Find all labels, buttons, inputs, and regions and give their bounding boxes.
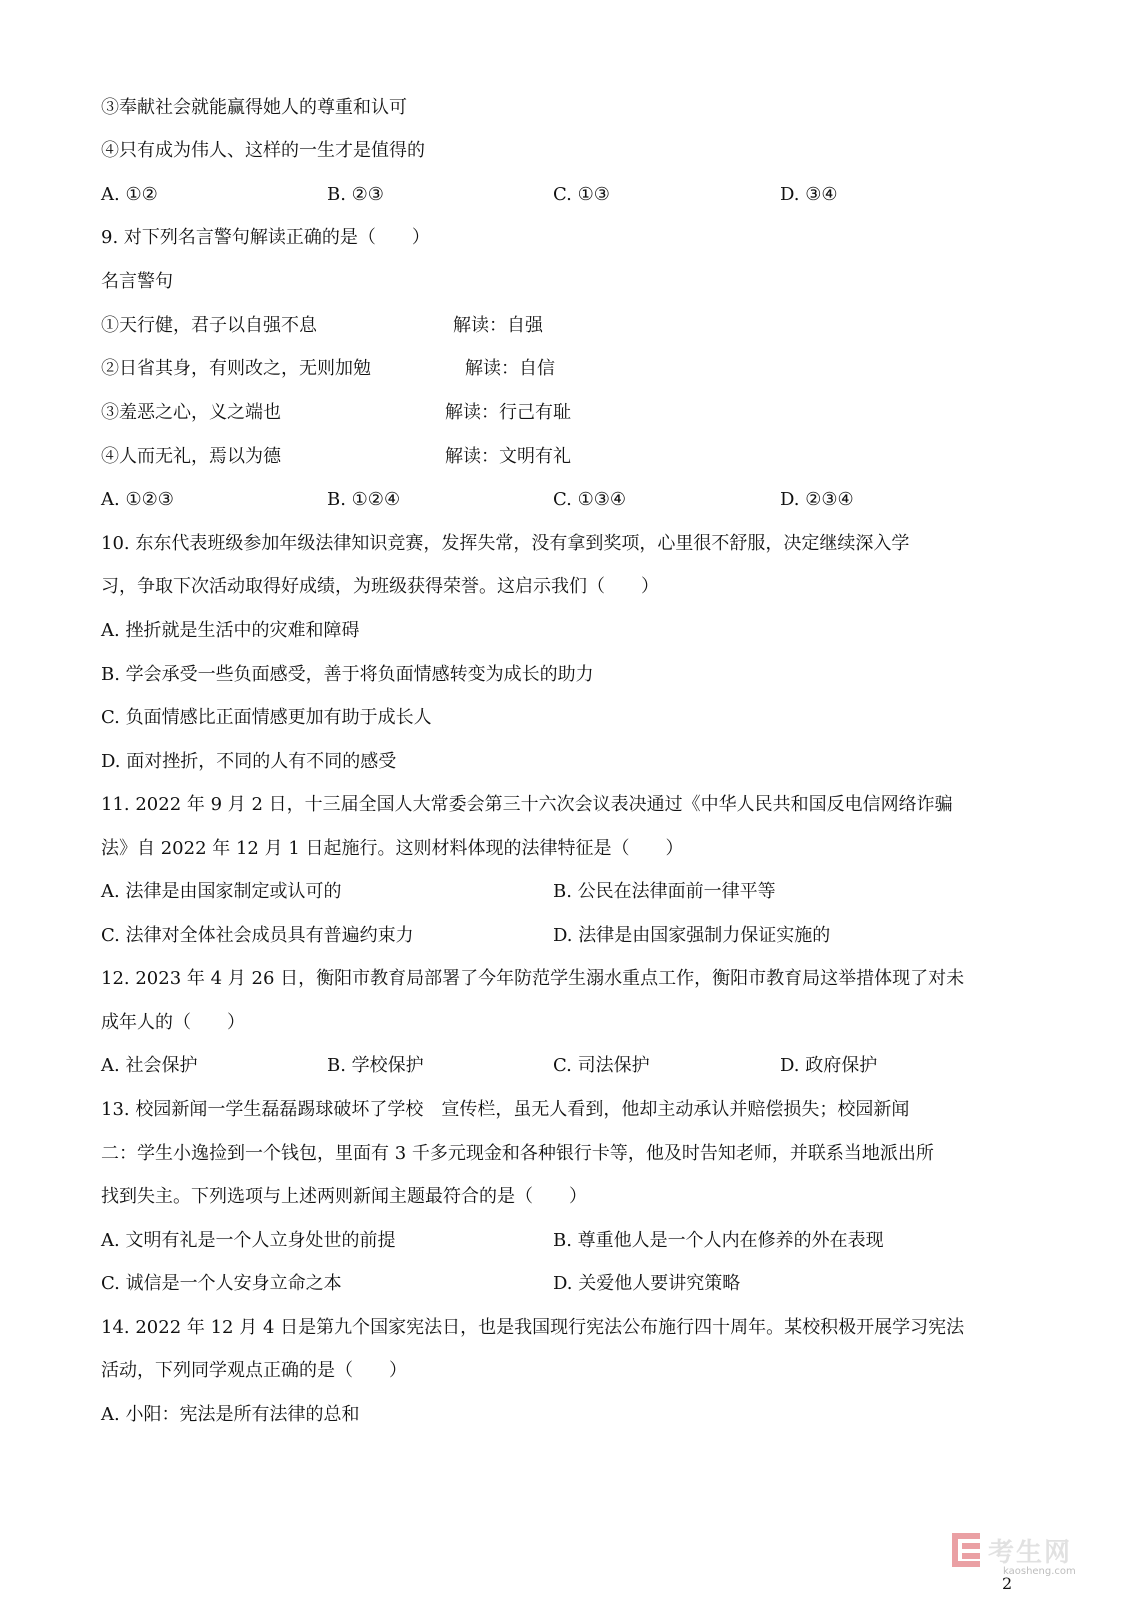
q9-quote-1: ①天行健，君子以自强不息 — [101, 315, 317, 336]
q11-stem-line-2: 法》自 2022 年 12 月 1 日起施行。这则材料体现的法律特征是（ ） — [101, 838, 684, 859]
logo-text: 考生网 — [988, 1537, 1073, 1568]
page-number: 2 — [1002, 1574, 1013, 1593]
watermark-logo — [952, 1530, 1102, 1570]
q14-stem-line-2: 活动，下列同学观点正确的是（ ） — [101, 1360, 407, 1381]
q9-table-header: 名言警句 — [101, 271, 173, 292]
q13-stem-line-1: 13. 校园新闻一学生磊磊踢球破坏了学校 宣传栏，虽无人看到，他却主动承认并赔偿损失；校园新闻 — [101, 1099, 910, 1120]
q8-option-b: B. ②③ — [327, 184, 384, 205]
q14-stem-line-1: 14. 2022 年 12 月 4 日是第九个国家宪法日，也是我国现行宪法公布施行四十周年。某校积极开展学习宪法 — [101, 1317, 965, 1338]
q12-option-d: D. 政府保护 — [780, 1055, 878, 1076]
q8-option-c: C. ①③ — [553, 184, 610, 205]
q11-option-a: A. 法律是由国家制定或认可的 — [101, 881, 342, 902]
q10-option-c: C. 负面情感比正面情感更加有助于成长人 — [101, 707, 432, 728]
q11-stem-line-1: 11. 2022 年 9 月 2 日，十三届全国人大常委会第三十六次会议表决通过《中华人民共和国反电信网络诈骗 — [101, 794, 953, 815]
q12-option-b: B. 学校保护 — [327, 1055, 424, 1076]
q10-stem-line-1: 10. 东东代表班级参加年级法律知识竞赛，发挥失常，没有拿到奖项，心里很不舒服，决定继续深入学 — [101, 533, 910, 554]
q9-quote-4: ④人而无礼，焉以为德 — [101, 446, 281, 467]
q12-stem-line-1: 12. 2023 年 4 月 26 日，衡阳市教育局部署了今年防范学生溺水重点工作，衡阳市教育局这举措体现了对未 — [101, 968, 965, 989]
statement-3: ③奉献社会就能赢得她人的尊重和认可 — [101, 97, 407, 118]
q8-option-d: D. ③④ — [780, 184, 838, 205]
q9-quote-2: ②日省其身，有则改之，无则加勉 — [101, 358, 371, 379]
q13-option-c: C. 诚信是一个人安身立命之本 — [101, 1273, 342, 1294]
q12-option-c: C. 司法保护 — [553, 1055, 650, 1076]
q10-stem-line-2: 习，争取下次活动取得好成绩，为班级获得荣誉。这启示我们（ ） — [101, 576, 659, 597]
logo-mark-icon — [952, 1533, 980, 1567]
q11-option-b: B. 公民在法律面前一律平等 — [553, 881, 776, 902]
q8-option-a: A. ①② — [101, 184, 158, 205]
logo-subtext: kaosheng.com — [1003, 1566, 1076, 1577]
q13-stem-line-2: 二：学生小逸捡到一个钱包，里面有 3 千多元现金和各种银行卡等，他及时告知老师，并联系当地派出所 — [101, 1143, 934, 1164]
q9-option-c: C. ①③④ — [553, 489, 626, 510]
q13-option-d: D. 关爱他人要讲究策略 — [553, 1273, 741, 1294]
q9-interp-3: 解读：行己有耻 — [445, 402, 571, 423]
q13-option-b: B. 尊重他人是一个人内在修养的外在表现 — [553, 1230, 884, 1251]
statement-4: ④只有成为伟人、这样的一生才是值得的 — [101, 140, 425, 161]
q9-interp-4: 解读：文明有礼 — [445, 446, 571, 467]
q11-option-c: C. 法律对全体社会成员具有普遍约束力 — [101, 925, 414, 946]
q9-option-b: B. ①②④ — [327, 489, 401, 510]
q9-quote-3: ③羞恶之心，义之端也 — [101, 402, 281, 423]
q9-interp-1: 解读：自强 — [453, 315, 543, 336]
q14-option-a: A. 小阳：宪法是所有法律的总和 — [101, 1404, 360, 1425]
q12-option-a: A. 社会保护 — [101, 1055, 198, 1076]
q9-interp-2: 解读：自信 — [465, 358, 555, 379]
q9-option-d: D. ②③④ — [780, 489, 854, 510]
q12-stem-line-2: 成年人的（ ） — [101, 1012, 245, 1033]
q13-option-a: A. 文明有礼是一个人立身处世的前提 — [101, 1230, 396, 1251]
q10-option-a: A. 挫折就是生活中的灾难和障碍 — [101, 620, 360, 641]
q11-option-d: D. 法律是由国家强制力保证实施的 — [553, 925, 831, 946]
q13-stem-line-3: 找到失主。下列选项与上述两则新闻主题最符合的是（ ） — [101, 1186, 587, 1207]
q10-option-d: D. 面对挫折，不同的人有不同的感受 — [101, 751, 397, 772]
q9-option-a: A. ①②③ — [101, 489, 174, 510]
q9-stem: 9. 对下列名言警句解读正确的是（ ） — [101, 227, 430, 248]
q10-option-b: B. 学会承受一些负面感受，善于将负面情感转变为成长的助力 — [101, 664, 594, 685]
